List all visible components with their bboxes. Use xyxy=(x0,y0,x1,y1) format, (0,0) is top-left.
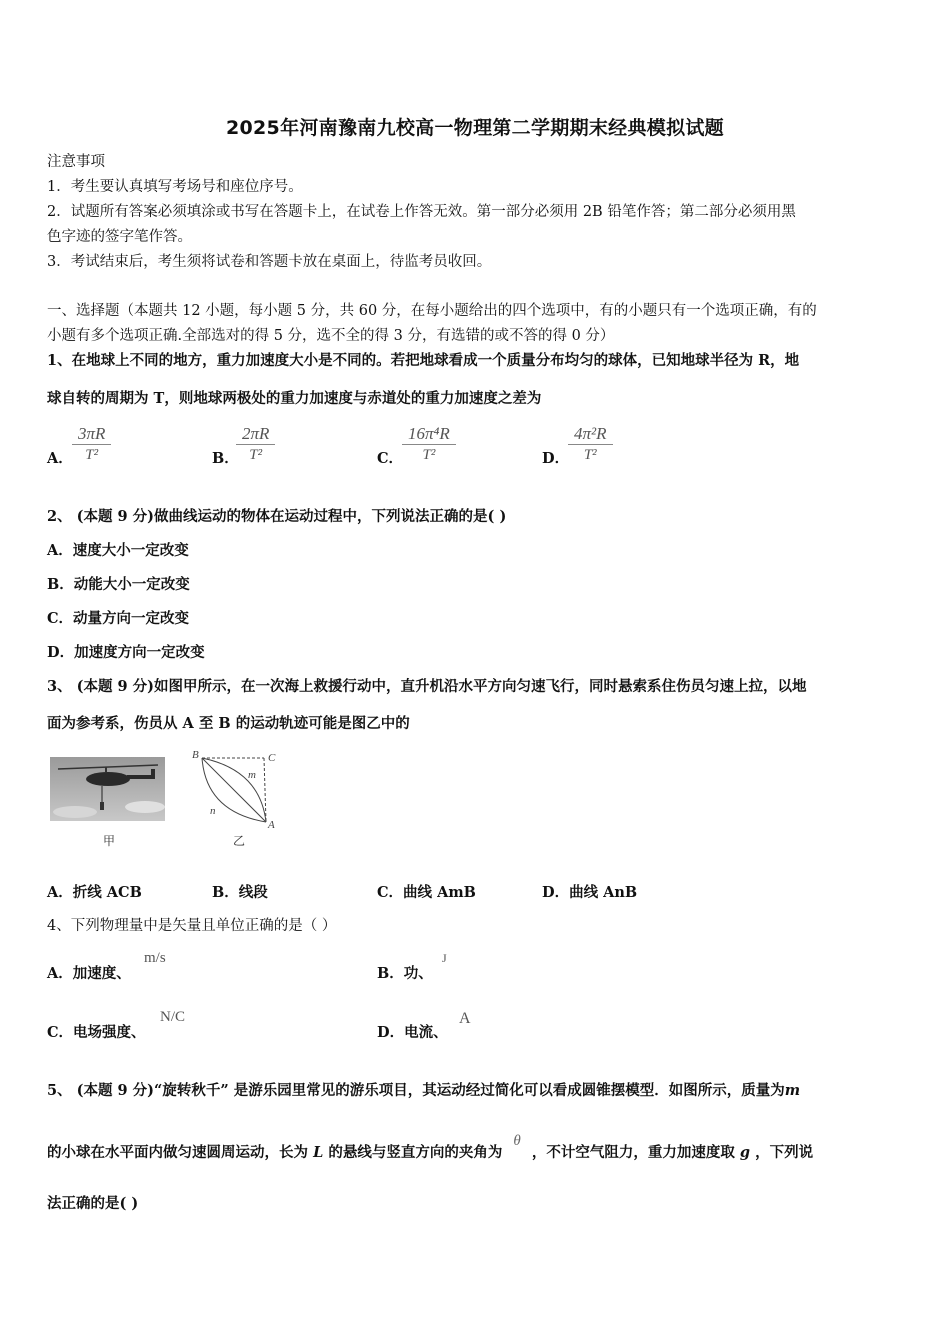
helicopter-photo xyxy=(50,757,165,821)
q2-option-b: B．动能大小一定改变 xyxy=(47,576,190,593)
helicopter-photo-svg xyxy=(50,757,165,821)
q1-option-b-denominator: T² xyxy=(236,444,275,464)
curve-n-label: n xyxy=(210,805,216,817)
q1-option-c-denominator: T² xyxy=(402,444,456,464)
q4-option-b-label: B．功、 xyxy=(377,965,433,982)
q4-option-c-label: C．电场强度、 xyxy=(47,1024,146,1041)
q4-option-c-unit: N/C xyxy=(160,1009,186,1025)
section-heading-cont: 小题有多个选项正确.全部选对的得 5 分，选不全的得 3 分，有选错的或不答的得 0 分） xyxy=(47,328,615,344)
q1-option-b-formula xyxy=(236,424,275,464)
q3-option-b: B．线段 xyxy=(212,884,268,901)
q1-option-d-denominator: T² xyxy=(568,444,613,464)
q5-mass-symbol: m xyxy=(784,1082,801,1099)
point-a-label: A xyxy=(268,819,275,831)
trajectory-diagram xyxy=(190,748,280,832)
q5-line2-text-b: 的悬线与竖直方向的夹角为 xyxy=(328,1144,503,1161)
question-5-stem-end: 法正确的是( ) xyxy=(47,1195,139,1212)
notice-item-3: 3．考试结束后，考生须将试卷和答题卡放在桌面上，待监考员收回。 xyxy=(47,254,492,270)
q1-option-b-numerator: 2πR xyxy=(242,424,270,443)
question-5-stem xyxy=(47,1081,800,1101)
q1-option-c-numerator: 16π⁴R xyxy=(408,424,450,443)
q5-line2-text-c: ，不计空气阻力，重力加速度取 xyxy=(531,1144,735,1161)
q5-line1-text: 5、 (本题 9 分)“旋转秋千” 是游乐园里常见的游乐项目，其运动经过简化可以看成圆锥摆模型．如图所示，质量为 xyxy=(47,1082,785,1099)
question-1-stem: 1、在地球上不同的地方，重力加速度大小是不同的。若把地球看成一个质量分布均匀的球体，已知地球半径为 R，地 xyxy=(47,352,800,369)
q4-option-a-label: A．加速度、 xyxy=(47,965,131,982)
question-1-stem-cont: 球自转的周期为 T，则地球两极处的重力加速度与赤道处的重力加速度之差为 xyxy=(47,390,542,407)
q1-option-b-label: B． xyxy=(212,450,239,467)
q2-option-a: A．速度大小一定改变 xyxy=(47,542,189,559)
q5-length-symbol: L xyxy=(313,1144,324,1161)
section-heading: 一、选择题（本题共 12 小题，每小题 5 分，共 60 分，在每小题给出的四个选项中，有的小题只有一个选项正确，有的 xyxy=(47,303,817,319)
q3-option-c: C．曲线 AmB xyxy=(377,884,476,901)
q2-option-d: D．加速度方向一定改变 xyxy=(47,644,205,661)
q2-option-c: C．动量方向一定改变 xyxy=(47,610,190,627)
page-title: 2025年河南豫南九校高一物理第二学期期末经典模拟试题 xyxy=(226,117,724,139)
trajectory-diagram-svg xyxy=(190,748,280,832)
question-2-stem: 2、 (本题 9 分)做曲线运动的物体在运动过程中，下列说法正确的是( ) xyxy=(47,508,507,525)
q5-line2-text-d: ，下列说 xyxy=(755,1144,814,1161)
q4-option-b-unit: J xyxy=(442,951,447,965)
point-b-label: B xyxy=(192,749,199,761)
q5-gravity-symbol: g xyxy=(739,1144,751,1161)
q5-theta-symbol: θ xyxy=(513,1133,521,1149)
notice-item-2: 2．试题所有答案必须填涂或书写在答题卡上，在试卷上作答无效。第一部分必须用 2B 铅笔作答；第二部分必须用黑 xyxy=(47,204,796,220)
point-c-label: C xyxy=(268,752,276,764)
q1-option-d-label: D． xyxy=(542,450,570,467)
q1-option-d-numerator: 4π²R xyxy=(574,424,607,443)
figure-jia-caption: 甲 xyxy=(103,834,116,848)
q5-line2-text-a: 的小球在水平面内做匀速圆周运动，长为 xyxy=(47,1144,308,1161)
q1-option-c-formula xyxy=(402,424,456,464)
q4-option-d-unit: A xyxy=(459,1010,471,1027)
question-5-stem-cont xyxy=(47,1133,814,1163)
q1-option-d-formula xyxy=(568,424,613,464)
q3-option-a: A．折线 ACB xyxy=(47,884,142,901)
curve-m-label: m xyxy=(248,769,256,781)
question-4-stem: 4、下列物理量中是矢量且单位正确的是（ ） xyxy=(47,918,337,934)
q1-option-a-denominator: T² xyxy=(72,444,111,464)
question-3-stem-cont: 面为参考系，伤员从 A 至 B 的运动轨迹可能是图乙中的 xyxy=(47,715,410,732)
notice-heading: 注意事项 xyxy=(47,154,105,170)
q1-option-c-label: C． xyxy=(377,450,404,467)
notice-item-1: 1．考生要认真填写考场号和座位序号。 xyxy=(47,179,303,195)
q1-option-a-numerator: 3πR xyxy=(78,424,106,443)
q4-option-d-label: D．电流、 xyxy=(377,1024,448,1041)
q4-option-a-unit: m/s xyxy=(144,950,166,966)
notice-item-2-cont: 色字迹的签字笔作答。 xyxy=(47,229,192,245)
question-3-stem: 3、 (本题 9 分)如图甲所示，在一次海上救援行动中，直升机沿水平方向匀速飞行，同时悬索系住伤员匀速上拉，以地 xyxy=(47,678,807,695)
q3-option-d: D．曲线 AnB xyxy=(542,884,638,901)
q1-option-a-label: A． xyxy=(47,450,73,467)
q1-option-a-formula xyxy=(72,424,111,464)
figure-yi-caption: 乙 xyxy=(233,834,246,848)
